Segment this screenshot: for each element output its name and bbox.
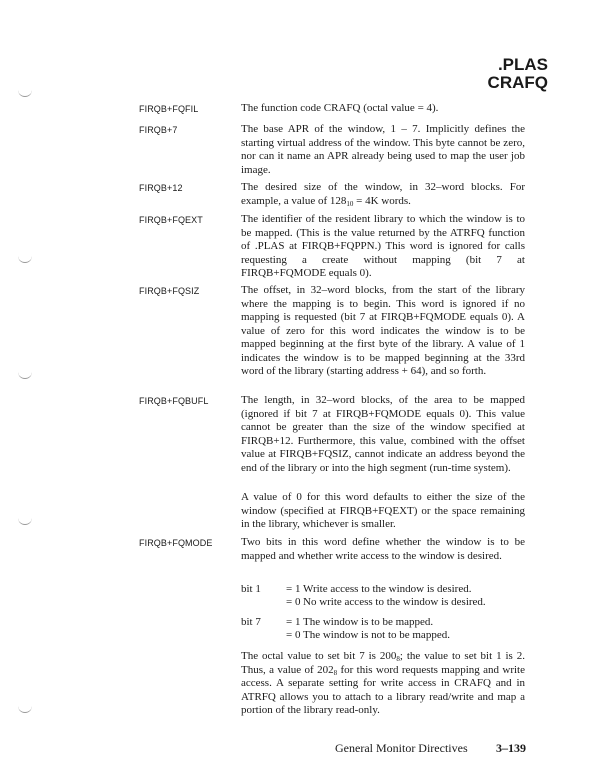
margin-mark: [18, 256, 32, 263]
bit1-eq0: = 0: [286, 596, 301, 608]
subscript-eight: 8: [333, 668, 338, 677]
bit7-text1: The window is to be mapped.: [303, 616, 434, 628]
desc-fqbufl: The length, in 32–word blocks, of the area to be mapped (ignored if bit 7 at FIRQB+FQMODE equals 0). This value cannot be greater than the size of the window specified at FIRQB+12. Furthermore, this value, combined with the offset value at FIRQB+FQSIZ, cannot indicate an address beyond the end of the library or into the high segment (run-time system).: [241, 394, 525, 474]
bit7-label: bit 7: [241, 616, 261, 628]
term-fqfil: FIRQB+FQFIL: [139, 104, 199, 114]
bit7-row-clear: [241, 629, 531, 642]
desc-fqext: The identifier of the resident library to which the window is to be mapped. (This is the value returned by the ATRFQ function of .PLAS at FIRQB+FQPPN.) This word is ignored for calls requesting a create without mapping (bit 7 at FIRQB+FQMODE equals 0).: [241, 213, 525, 279]
header-crafq: CRAFQ: [487, 73, 548, 92]
subscript-eight: 8: [396, 655, 400, 663]
term-fqext: FIRQB+FQEXT: [139, 215, 203, 225]
bit1-text1: Write access to the window is desired.: [303, 583, 472, 595]
term-fqbufl: FIRQB+FQBUFL: [139, 396, 209, 406]
term-firqb-12: FIRQB+12: [139, 183, 183, 193]
bit7-eq1: = 1: [286, 616, 301, 628]
bit1-text0: No write access to the window is desired.: [303, 596, 486, 608]
bit7-eq0: = 0: [286, 629, 301, 641]
header-plas: .PLAS: [497, 55, 548, 74]
final-text-2: ; the value to set bit 1 is 2. Thus, a value of 202: [241, 650, 526, 676]
final-text-1: The octal value to set bit 7 is 200: [241, 650, 397, 662]
desc-fqmode: Two bits in this word define whether the window is to be mapped and whether write access to the window is desired.: [241, 536, 525, 562]
bit1-eq1: = 1: [286, 583, 301, 595]
bit1-label: bit 1: [241, 583, 261, 595]
term-fqmode: FIRQB+FQMODE: [139, 538, 213, 548]
bit7-row-set: [241, 616, 531, 629]
desc-fqbufl-default: A value of 0 for this word defaults to either the size of the window (specified at FIRQB+FQEXT) or the space remaining in the library, whichever is smaller.: [241, 491, 525, 530]
footer-title: General Monitor Directives: [335, 741, 468, 755]
term-firqb-7: FIRQB+7: [139, 125, 178, 135]
desc-firqb-7: The base APR of the window, 1 – 7. Implicitly defines the starting virtual address of the window. This byte cannot be zero, nor can it name an APR already being used to map the user job image.: [241, 123, 525, 176]
subscript-ten: 10: [346, 199, 354, 208]
bit1-row-clear: [241, 596, 531, 609]
term-fqsiz: FIRQB+FQSIZ: [139, 286, 200, 296]
desc-firqb-12-text: The desired size of the window, in 32–word blocks. For example, a value of 128: [241, 181, 525, 207]
bit7-text0: The window is not to be mapped.: [303, 629, 450, 641]
margin-mark: [18, 372, 32, 379]
margin-mark: [18, 706, 32, 713]
final-text-3: for this word requests mapping and write access. A separate setting for write access in CRAFQ and in ATRFQ allows you to attach to a library read/write and map a portion of the library read-only.: [241, 663, 525, 716]
margin-mark: [18, 90, 32, 97]
desc-octal-values: [241, 650, 525, 718]
desc-firqb-12: [241, 181, 525, 208]
desc-fqsiz: The offset, in 32–word blocks, from the start of the library where the mapping is to begin. This word is ignored if no mapping is requested (bit 7 at FIRQB+FQMODE equals 0). A value of zero for this word indicates the window is to be mapped beginning at the first byte of the library. A value of 1 indicates the window is to be mapped beginning at the 33rd word of the library (starting address + 64), and so forth.: [241, 284, 525, 377]
margin-mark: [18, 518, 32, 525]
bit1-row-set: [241, 583, 531, 596]
page-number: 3–139: [496, 741, 526, 755]
desc-fqfil: The function code CRAFQ (octal value = 4).: [241, 102, 439, 114]
desc-firqb-12-text-end: = 4K words.: [353, 194, 411, 207]
